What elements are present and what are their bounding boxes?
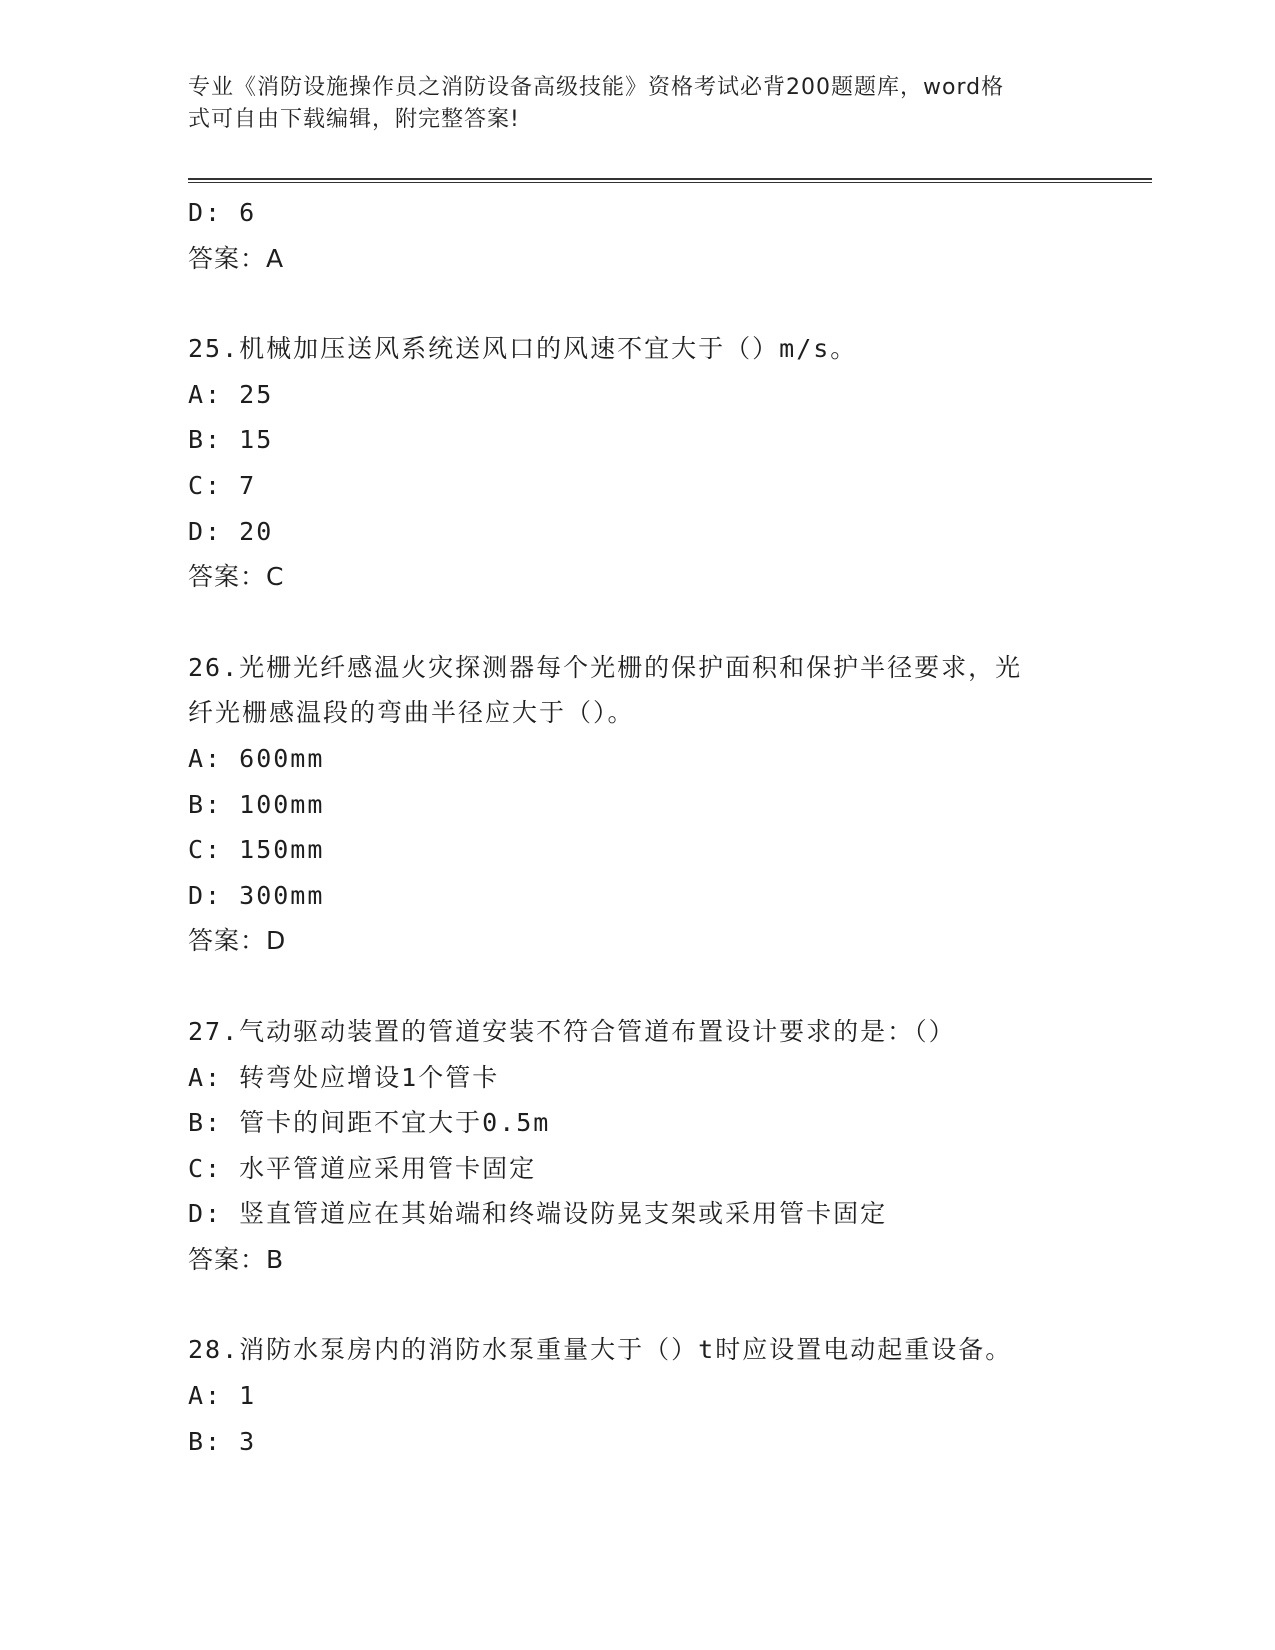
page-header — [188, 72, 1088, 136]
answer-line: 答案：A — [188, 243, 285, 273]
answer-line: 答案：B — [188, 1244, 285, 1274]
option-a: A: 转弯处应增设1个管卡 — [188, 1062, 500, 1092]
spacer — [188, 964, 1128, 1009]
question-27 — [188, 1009, 1128, 1283]
header-divider — [188, 178, 1152, 183]
option-b: B: 3 — [188, 1426, 257, 1456]
option-d: D: 竖直管道应在其始端和终端设防晃支架或采用管卡固定 — [188, 1199, 888, 1229]
question-28 — [188, 1327, 1128, 1464]
option-c: C: 水平管道应采用管卡固定 — [188, 1153, 537, 1183]
option-b: B: 15 — [188, 425, 274, 455]
header-title-line-2: 式可自由下载编辑，附完整答案! — [188, 107, 520, 132]
option-d: D: 20 — [188, 516, 274, 546]
spacer — [188, 281, 1128, 326]
question-stem: 28.消防水泵房内的消防水泵重量大于（）t时应设置电动起重设备。 — [188, 1335, 1013, 1365]
header-title-line-1: 专业《消防设施操作员之消防设备高级技能》资格考试必背200题题库，word格 — [188, 75, 1005, 100]
option-b: B: 管卡的间距不宜大于0.5m — [188, 1108, 551, 1138]
option-c: C: 150mm — [188, 835, 325, 865]
question-24-tail — [188, 190, 1128, 281]
option-d: D: 300mm — [188, 880, 325, 910]
option-a: A: 600mm — [188, 743, 325, 773]
option-a: A: 25 — [188, 379, 274, 409]
question-stem-line-1: 26.光栅光纤感温火灾探测器每个光栅的保护面积和保护半径要求，光 — [188, 652, 1023, 682]
option-b: B: 100mm — [188, 789, 325, 819]
spacer — [188, 1282, 1128, 1327]
answer-line: 答案：D — [188, 926, 287, 956]
spacer — [188, 600, 1128, 645]
option-d: D: 6 — [188, 198, 257, 227]
question-stem: 27.气动驱动装置的管道安装不符合管道布置设计要求的是：（） — [188, 1016, 956, 1046]
question-stem-line-2: 纤光栅感温段的弯曲半径应大于（）。 — [188, 698, 635, 728]
document-body — [188, 190, 1128, 1464]
question-25 — [188, 326, 1128, 600]
answer-line: 答案：C — [188, 562, 285, 592]
question-stem: 25.机械加压送风系统送风口的风速不宜大于（）m/s。 — [188, 334, 858, 364]
option-a: A: 1 — [188, 1381, 257, 1411]
question-26 — [188, 645, 1128, 964]
option-c: C: 7 — [188, 470, 257, 500]
